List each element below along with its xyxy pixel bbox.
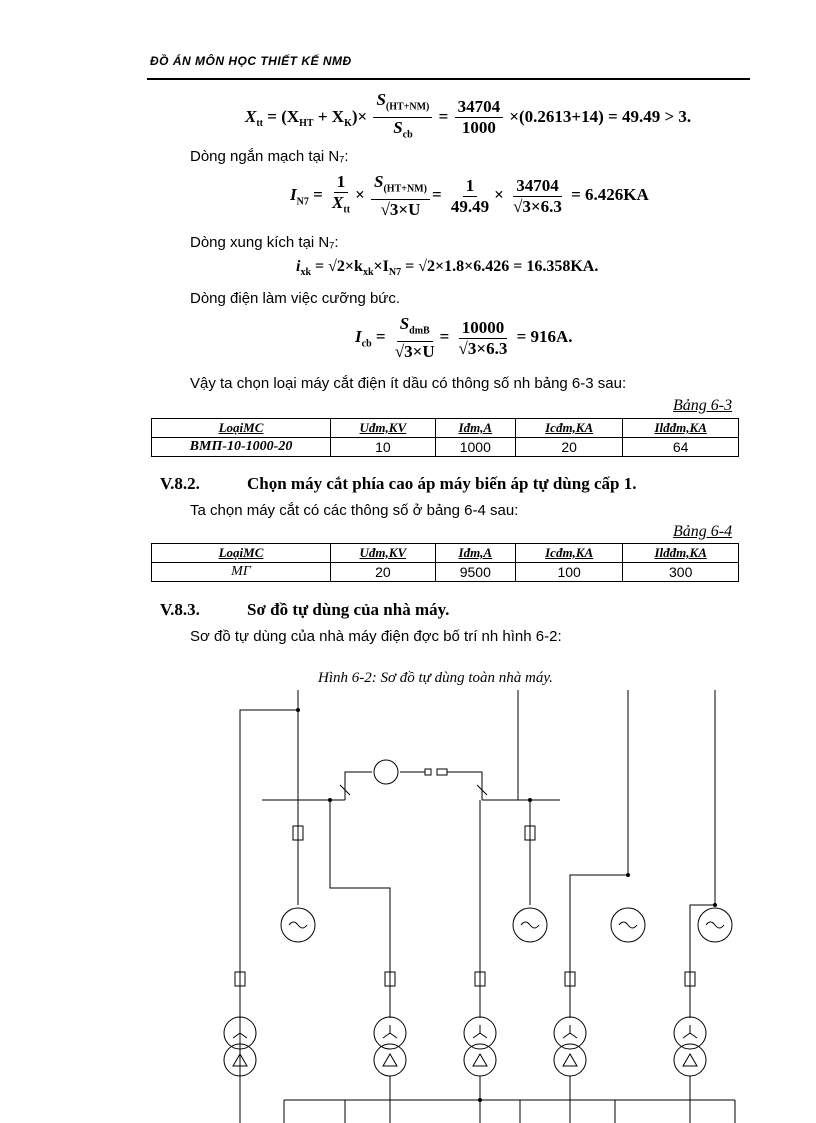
sine-icon [619,922,637,928]
table-header-cell: Icđm,KA [515,544,622,563]
table-cell: 9500 [435,563,515,582]
sine-icon [706,922,724,928]
paragraph-choose-breaker: Vậy ta chọn loại máy cắt điện ít dầu có thông số nh bảng 6-3 sau: [190,375,627,392]
table-cell: 300 [623,563,739,582]
reactor-icon [374,760,398,784]
section-title: Sơ đồ tự dùng của nhà máy. [247,600,450,619]
tie-line-right [447,772,482,800]
table-cell: MΓ [152,563,331,582]
sine-icon [521,922,539,928]
equation-ixk: $i_{xk} = √2\times k_{xk}\times I_{N7} = √2\times 1.8\times 6.426 = 16.358KA$. [296,258,599,279]
table-header-cell: LoạiMC [152,544,331,563]
header-rule [147,78,750,80]
paragraph-choose-hv-breaker: Ta chọn máy cắt có các thông số ở bảng 6-4 sau: [190,502,519,519]
table-row [152,438,739,457]
table-header-cell: Iđm,A [435,419,515,438]
line-feeder-1 [240,710,298,1123]
paragraph-forced-current: Dòng điện làm việc cưỡng bức. [190,290,401,307]
table-cell: 100 [515,563,622,582]
section-number: V.8.2. [160,474,200,493]
table-cell: 20 [515,438,622,457]
table-header-cell: Icđm,KA [515,419,622,438]
breaker-spec-table-6-3 [151,418,739,457]
table-cell: BMΠ-10-1000-20 [152,438,331,457]
breaker-spec-table-6-4 [151,543,739,582]
table2-label: Bảng 6-4 [673,523,733,540]
table1-label: Bảng 6-3 [673,397,733,414]
disconnector-icon [425,769,431,775]
trafo-branch-4 [570,875,628,1018]
table-header-row [152,419,739,438]
equation-in7: $I_{N7}$ = $\frac{1}{X_{tt}}$ × $\frac{S_{(HT+NM)}}{√3\times U}$ = $\frac{1}{49.49}$ × $\frac{34704}{√3\times 6.3}$ = 6.426KA [290,172,649,220]
figure-caption: Hình 6-2: Sơ đồ tự dùng toàn nhà máy. [318,670,553,686]
table-header-cell: Ilđđm,KA [623,544,739,563]
table-cell: 10 [331,438,436,457]
sine-icon [289,922,307,928]
equation-icb: $I_{cb}$ = $\frac{S_{dmB}}{√3\times U}$ = $\frac{10000}{√3\times 6.3}$ = 916A. [355,314,573,362]
page-header-title: ĐỒ ÁN MÔN HỌC THIẾT KẾ NMĐ [150,54,352,68]
paragraph-short-circuit-current: Dòng ngắn mạch tại N₇: [190,148,349,165]
paragraph-station-service-diagram: Sơ đồ tự dùng của nhà máy điện đợc bố trí nh hình 6-2: [190,628,562,645]
table-header-cell: Uđm,KV [331,544,436,563]
station-service-diagram [0,690,816,1123]
equation-xtt: $X_{tt} = (X_{HT} + X_K)\times$ $\frac{S_{(HT+NM)}}{S_{cb}}$ = $\frac{34704}{1000}$ ×(0.2613+14) = 49.49 > 3. [245,90,692,141]
section-title: Chọn máy cắt phía cao áp máy biến áp tự dùng cấp 1. [247,474,637,493]
breaker-icon [437,769,447,775]
table-header-cell: Iđm,A [435,544,515,563]
tie-line-left [345,772,372,800]
table-header-row [152,544,739,563]
table-cell: 1000 [435,438,515,457]
section-number: V.8.3. [160,600,200,619]
table-header-cell: Uđm,KV [331,419,436,438]
table-cell: 20 [331,563,436,582]
table-header-cell: Ilđđm,KA [623,419,739,438]
table-cell: 64 [623,438,739,457]
trafo-branch-2 [330,800,390,1018]
table-row [152,563,739,582]
table-header-cell: LoạiMC [152,419,331,438]
paragraph-impulse-current: Dòng xung kích tại N₇: [190,234,339,251]
